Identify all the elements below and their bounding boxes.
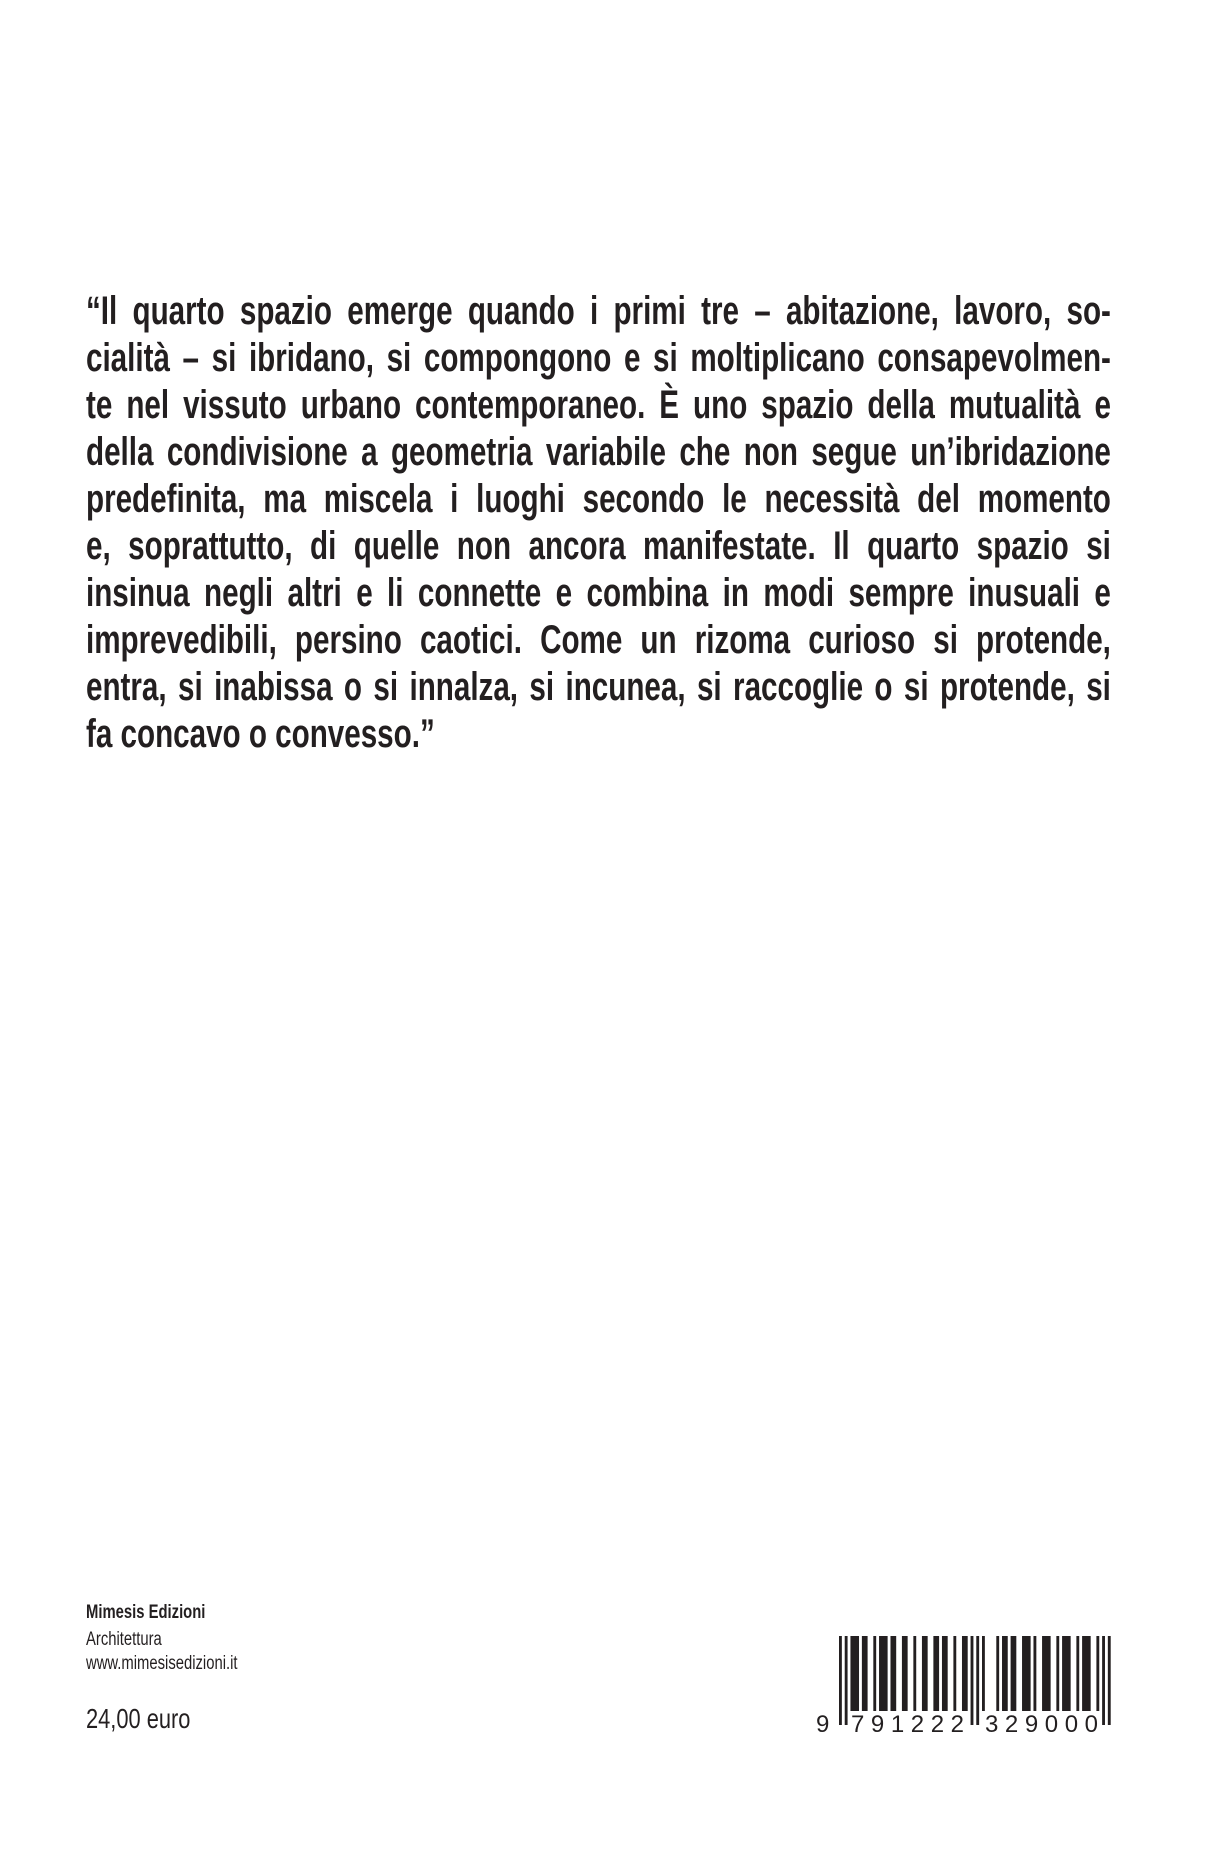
barcode-bar xyxy=(879,1636,888,1711)
quote-line: “Il quarto spazio emerge quando i primi tre – abitazione, lavoro, so- xyxy=(86,289,1111,333)
barcode-bar xyxy=(953,1636,956,1711)
barcode-left-digits: 791222 xyxy=(851,1711,964,1738)
quote-line: e, soprattutto, di quelle non ancora manifestate. Il quarto spazio si xyxy=(86,524,1111,568)
publisher-website: www.mimesisedizioni.it xyxy=(86,1653,238,1674)
publisher-name: Mimesis Edizioni xyxy=(86,1602,206,1623)
barcode-bar xyxy=(850,1636,859,1711)
barcode-guard-bar xyxy=(976,1636,979,1725)
barcode-bar xyxy=(922,1636,928,1711)
barcode-bar xyxy=(1082,1636,1091,1711)
barcode-bar xyxy=(962,1636,968,1711)
barcode-bar xyxy=(1033,1636,1036,1711)
quote-line: cialità – si ibridano, si compongono e si moltiplicano consapevolmen- xyxy=(86,336,1111,380)
price: 24,00 euro xyxy=(86,1703,191,1734)
barcode-bar xyxy=(1011,1636,1017,1711)
barcode-bar xyxy=(873,1636,876,1711)
quote-line: imprevedibili, persino caotici. Come un rizoma curioso si protende, xyxy=(86,618,1111,662)
barcode-bar xyxy=(913,1636,916,1711)
barcode-bar xyxy=(942,1636,948,1711)
barcode-bar xyxy=(1096,1636,1099,1711)
barcode-guard-bar xyxy=(845,1636,848,1725)
barcode-bar xyxy=(1042,1636,1051,1711)
quote-line: della condivisione a geometria variabile che non segue un’ibridazione xyxy=(86,430,1111,474)
barcode-bar xyxy=(982,1636,985,1711)
quote-line: insinua negli altri e li connette e combina in modi sempre inusuali e xyxy=(86,571,1111,615)
barcode-first-digit: 9 xyxy=(816,1711,830,1738)
barcode-bar xyxy=(862,1636,868,1711)
quote-line: entra, si inabissa o si innalza, si incunea, si raccoglie o si protende, si xyxy=(86,665,1111,709)
series-name: Architettura xyxy=(86,1629,162,1650)
barcode-bar xyxy=(1022,1636,1031,1711)
barcode-guard-bar xyxy=(1102,1636,1105,1725)
barcode-bar xyxy=(1056,1636,1059,1711)
barcode-bar xyxy=(996,1636,999,1711)
quote-line: predefinita, ma miscela i luoghi secondo le necessità del momento xyxy=(86,477,1111,521)
quote-line: fa concavo o convesso.” xyxy=(86,712,435,756)
barcode-guard-bar xyxy=(839,1636,842,1725)
barcode-bar xyxy=(890,1636,896,1711)
back-cover-quote xyxy=(86,288,1111,758)
barcode-bar xyxy=(1076,1636,1079,1711)
barcode-guard-bar xyxy=(1108,1636,1111,1725)
barcode-bar xyxy=(933,1636,939,1711)
quote-line: te nel vissuto urbano contemporaneo. È uno spazio della mutualità e xyxy=(86,383,1111,427)
barcode-guard-bar xyxy=(971,1636,974,1725)
barcode-bar xyxy=(1002,1636,1008,1711)
barcode-right-digits: 329000 xyxy=(985,1711,1098,1738)
barcode-bar xyxy=(902,1636,908,1711)
barcode-bar xyxy=(1062,1636,1071,1711)
barcode xyxy=(806,1630,1136,1742)
